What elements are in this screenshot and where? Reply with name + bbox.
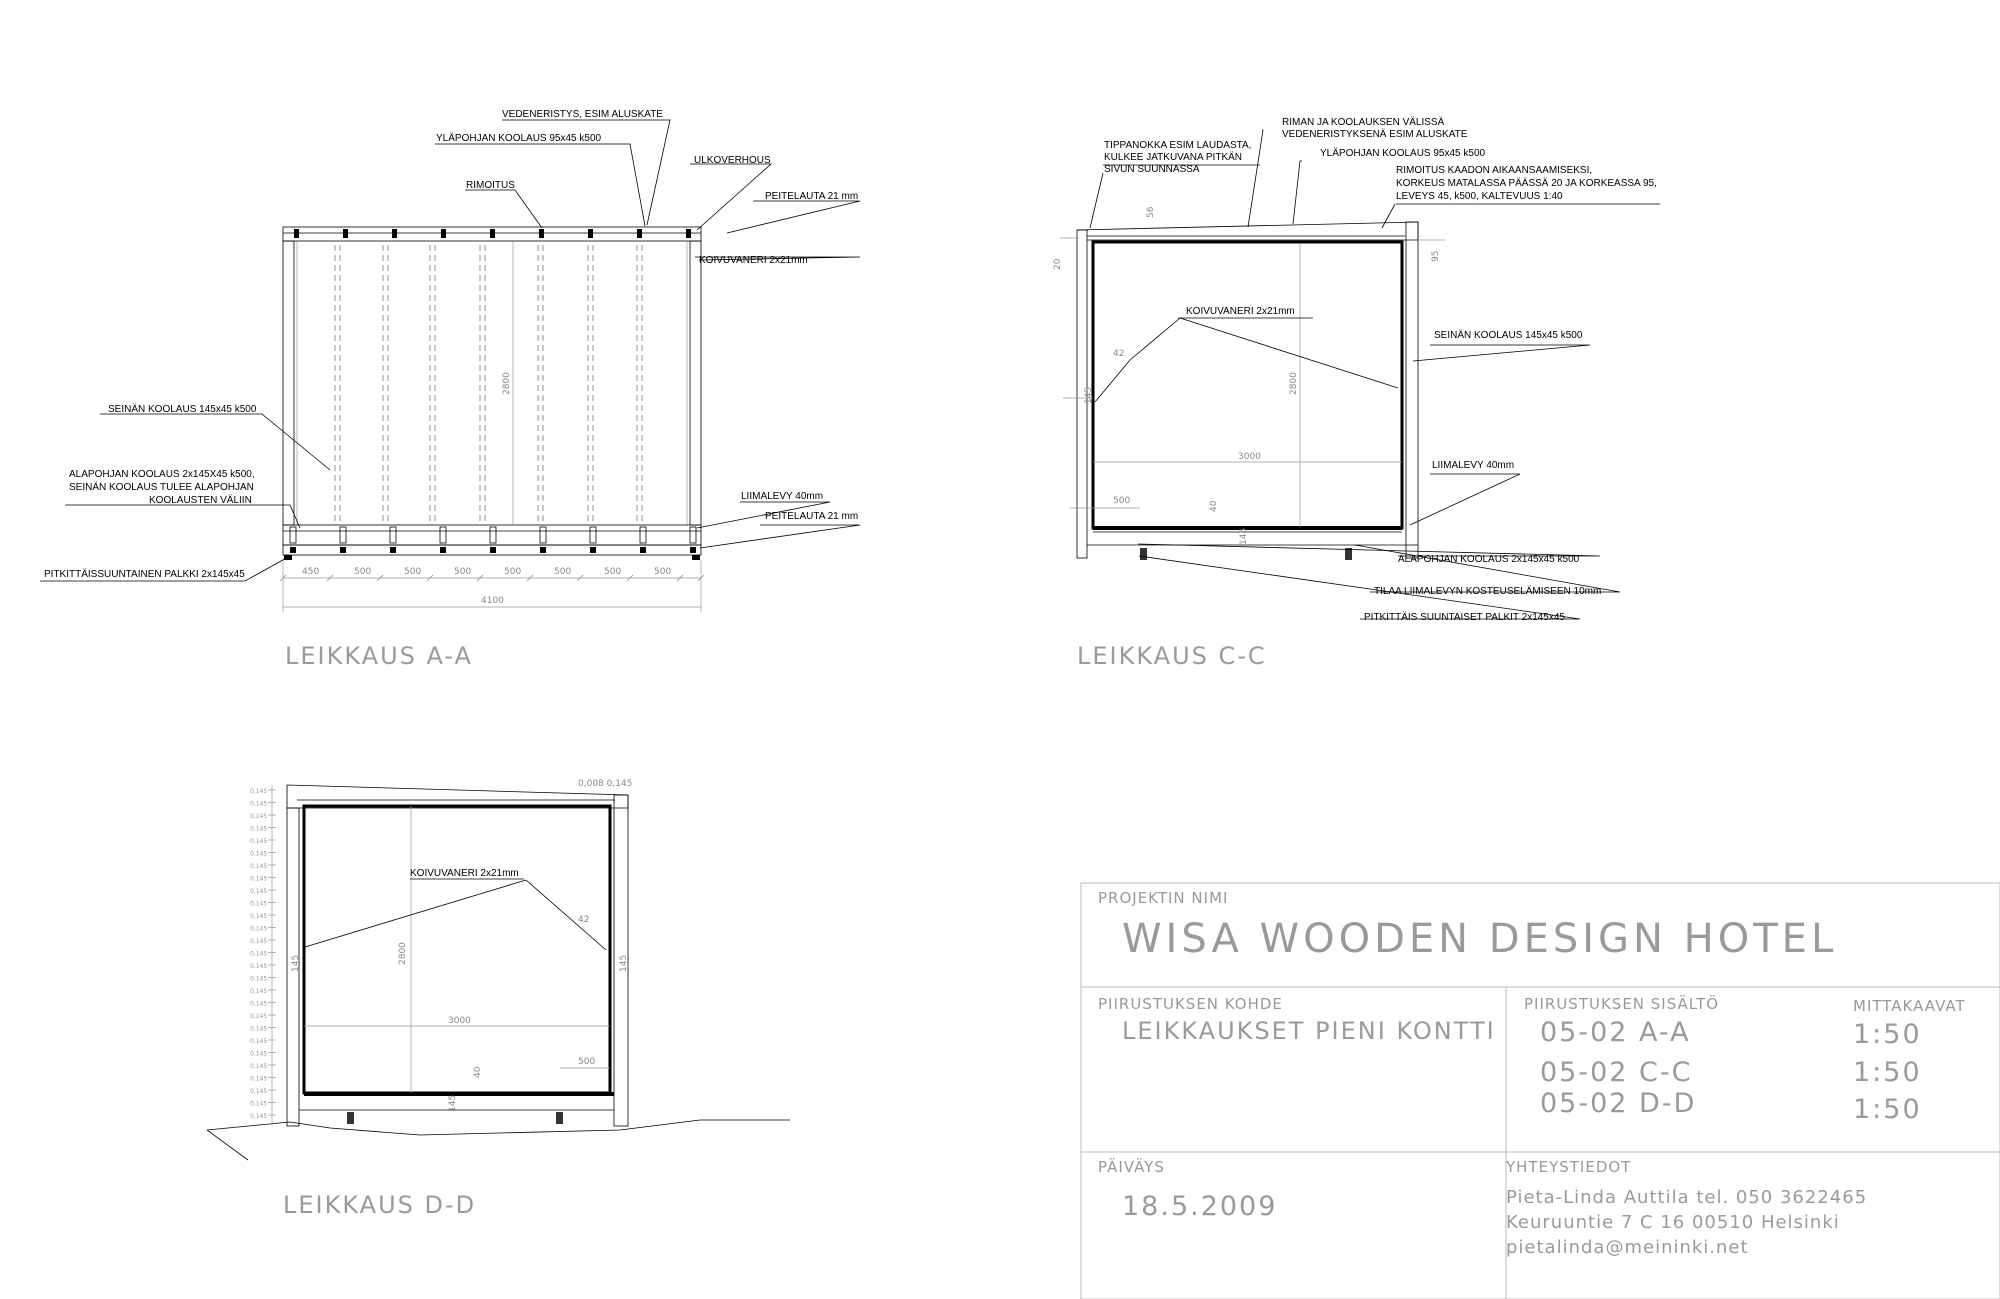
dd-tick-label: 0,145 (250, 1100, 268, 1108)
floor-joist (540, 527, 546, 543)
label-rimoitus: RIMOITUS (466, 180, 515, 191)
label-rim-3: LEVEYS 45, k500, KALTEVUUS 1:40 (1396, 191, 1563, 202)
section-title-aa: LEIKKAUS A-A (285, 642, 473, 670)
date-value: 18.5.2009 (1122, 1191, 1278, 1222)
dim-spacing: 500 (454, 567, 472, 577)
subject-label: PIIRUSTUKSEN KOHDE (1098, 995, 1283, 1013)
floor-joist-lower (640, 547, 646, 553)
label-riman-1: RIMAN JA KOOLAUKSEN VÄLISSÄ (1282, 117, 1445, 128)
label-ylapohja: YLÄPOHJAN KOOLAUS 95x45 k500 (436, 133, 602, 144)
dim-spacing: 500 (654, 567, 672, 577)
dim-spacing: 500 (554, 567, 572, 577)
label-peitelauta-bot: PEITELAUTA 21 mm (765, 511, 859, 522)
dd-tick-label: 0,145 (250, 900, 268, 908)
dd-tick-label: 0,145 (250, 913, 268, 920)
label-riman-2: VEDENERISTYKSENÄ ESIM ALUSKATE (1282, 129, 1468, 140)
dd-tick-label: 0,145 (250, 800, 268, 808)
roof-beam (294, 229, 299, 238)
dim-width-cc: 3000 (1238, 452, 1261, 462)
label-koivuvaneri-cc: KOIVUVANERI 2x21mm (1186, 306, 1295, 317)
date-label: PÄIVÄYS (1098, 1158, 1165, 1176)
label-alapohja-cc: ALAPOHJAN KOOLAUS 2x145x45 k500 (1398, 554, 1580, 565)
content-dd: 05-02 D-D (1540, 1088, 1697, 1119)
label-alapohja-2: SEINÄN KOOLAUS TULEE ALAPOHJAN (69, 482, 254, 493)
floor-joist-lower (340, 547, 346, 553)
floor-joist-lower (690, 547, 696, 553)
dd-tick-label: 0,145 (250, 888, 268, 895)
dim-20: 20 (1053, 258, 1063, 270)
label-liimalevy: LIIMALEVY 40mm (741, 491, 824, 502)
floor-joist (690, 527, 696, 543)
dim-spacing: 450 (302, 567, 320, 577)
label-tippa-3: SIVUN SUUNNASSA (1104, 164, 1200, 175)
floor-joist-lower (290, 547, 296, 553)
dim-145b-dd: 145 (448, 1094, 458, 1112)
dim-145b-cc: 145 (1239, 527, 1249, 545)
dd-tick-label: 0,145 (250, 1000, 268, 1008)
dim-total-aa: 4100 (481, 596, 504, 606)
dim-spacing: 500 (504, 567, 522, 577)
floor-joist-lower (590, 547, 596, 553)
dim-500-cc: 500 (1113, 496, 1131, 506)
content-cc: 05-02 C-C (1540, 1057, 1693, 1088)
dd-tick-label: 0,145 (250, 1075, 268, 1083)
dim-42-cc: 42 (1113, 349, 1125, 359)
label-alapohja-3: KOOLAUSTEN VÄLIIN (149, 495, 252, 506)
label-liimalevy-cc: LIIMALEVY 40mm (1432, 460, 1515, 471)
label-tippa-1: TIPPANOKKA ESIM LAUDASTA, (1104, 140, 1252, 151)
label-palkit: PITKITTÄIS SUUNTAISET PALKIT 2x145x45 (1364, 612, 1565, 623)
dd-tick-label: 0,145 (250, 825, 268, 833)
project-label: PROJEKTIN NIMI (1098, 889, 1229, 907)
dd-tick-label: 0,145 (250, 863, 268, 870)
roof-beam (343, 229, 348, 238)
dd-tick-label: 0,145 (250, 1113, 268, 1120)
dim-56: 56 (1146, 206, 1156, 218)
title-block (1081, 883, 2000, 1299)
dd-tick-label: 0,145 (250, 1050, 268, 1058)
dd-tick-label: 0,145 (250, 1013, 268, 1020)
floor-joist-lower (440, 547, 446, 553)
section-cc (1053, 116, 1660, 670)
roof-beam (392, 229, 397, 238)
contact-label: YHTEYSTIEDOT (1506, 1158, 1632, 1176)
floor-joist-lower (540, 547, 546, 553)
roof-beam (441, 229, 446, 238)
dd-tick-label: 0,145 (250, 975, 268, 983)
dd-tick-label: 0,145 (250, 925, 268, 933)
dim-height-aa: 2800 (502, 372, 512, 395)
label-tippa-2: KULKEE JATKUVANA PITKÄN (1104, 152, 1243, 163)
dd-tick-label: 0,145 (250, 963, 268, 970)
dim-spacing: 500 (354, 567, 372, 577)
dd-tick-label: 0,145 (250, 1063, 268, 1070)
section-dd (207, 779, 790, 1219)
floor-joist (440, 527, 446, 543)
dd-tick-label: 0,145 (250, 1088, 268, 1095)
floor-joist-lower (490, 547, 496, 553)
dd-tick-label: 0,145 (250, 838, 268, 845)
scale-aa: 1:50 (1853, 1019, 1922, 1050)
floor-joist-lower (390, 547, 396, 553)
label-rim-1: RIMOITUS KAADON AIKAANSAAMISEKSI, (1396, 165, 1593, 176)
section-title-cc: LEIKKAUS C-C (1077, 642, 1267, 670)
floor-joist (490, 527, 496, 543)
label-koivuvaneri: KOIVUVANERI 2x21mm (699, 255, 808, 266)
dd-tick-label: 0,145 (250, 938, 268, 945)
floor-joist (640, 527, 646, 543)
floor-joist (590, 527, 596, 543)
label-palkki: PITKITTÄISSUUNTAINEN PALKKI 2x145x45 (44, 569, 245, 580)
contact-email: pietalinda@meininki.net (1506, 1237, 1749, 1258)
dim-spacing: 500 (404, 567, 422, 577)
contact-address: Keuruuntie 7 C 16 00510 Helsinki (1506, 1212, 1840, 1233)
dim-height-cc: 2800 (1289, 372, 1299, 395)
label-tilaa: TILAA LIIMALEVYN KOSTEUSELÄMISEEN 10mm (1374, 586, 1602, 597)
dim-height-dd: 2800 (398, 942, 408, 965)
dim-top-dd: 0,008 0,145 (578, 779, 633, 789)
dd-tick-label: 0,145 (250, 850, 268, 858)
roof-beam (686, 229, 691, 238)
dd-tick-label: 0,145 (250, 788, 268, 795)
subject: LEIKKAUKSET PIENI KONTTI (1122, 1017, 1496, 1045)
label-ulkoverhous: ULKOVERHOUS (694, 155, 771, 166)
content-label: PIIRUSTUKSEN SISÄLTÖ (1524, 995, 1720, 1013)
contact-name: Pieta-Linda Auttila tel. 050 3622465 (1506, 1187, 1868, 1208)
label-koivuvaneri-dd: KOIVUVANERI 2x21mm (410, 868, 519, 879)
dd-tick-label: 0,145 (250, 813, 268, 820)
roof-beam (588, 229, 593, 238)
label-rim-2: KORKEUS MATALASSA PÄÄSSÄ 20 JA KORKEASSA 95, (1396, 178, 1657, 189)
label-seinan: SEINÄN KOOLAUS 145x45 k500 (108, 404, 257, 415)
dim-145r-dd: 145 (619, 954, 629, 972)
dd-tick-label: 0,145 (250, 988, 268, 995)
dd-tick-label: 0,145 (250, 875, 268, 883)
label-alapohja-1: ALAPOHJAN KOOLAUS 2x145X45 k500, (69, 469, 255, 480)
dd-tick-label: 0,145 (250, 1038, 268, 1045)
dd-tick-label: 0,145 (250, 1025, 268, 1033)
dim-40-cc: 40 (1209, 500, 1219, 512)
scale-cc: 1:50 (1853, 1057, 1922, 1088)
scale-label: MITTAKAAVAT (1853, 997, 1966, 1015)
dim-spacing: 500 (604, 567, 622, 577)
content-aa: 05-02 A-A (1540, 1017, 1691, 1048)
dim-42-dd: 42 (578, 915, 590, 925)
dim-145-cc: 145 (1084, 386, 1094, 404)
floor-joist (390, 527, 396, 543)
label-vedeneristys: VEDENERISTYS, ESIM ALUSKATE (502, 109, 663, 120)
floor-joist (340, 527, 346, 543)
project-name: WISA WOODEN DESIGN HOTEL (1122, 916, 1838, 962)
roof-beam (539, 229, 544, 238)
floor-joist (290, 527, 296, 543)
section-aa (40, 109, 860, 670)
scale-dd: 1:50 (1853, 1094, 1922, 1125)
roof-beam (490, 229, 495, 238)
label-seinan-cc: SEINÄN KOOLAUS 145x45 k500 (1434, 330, 1583, 341)
label-peitelauta-top: PEITELAUTA 21 mm (765, 191, 859, 202)
dd-tick-label: 0,145 (250, 950, 268, 958)
roof-beam (637, 229, 642, 238)
dim-40-dd: 40 (473, 1066, 483, 1078)
dim-95: 95 (1431, 250, 1441, 262)
dim-width-dd: 3000 (448, 1016, 471, 1026)
section-title-dd: LEIKKAUS D-D (283, 1191, 477, 1219)
label-ylapohja-cc: YLÄPOHJAN KOOLAUS 95x45 k500 (1320, 148, 1486, 159)
dim-500-dd: 500 (578, 1057, 596, 1067)
dim-145l-dd: 145 (291, 954, 301, 972)
